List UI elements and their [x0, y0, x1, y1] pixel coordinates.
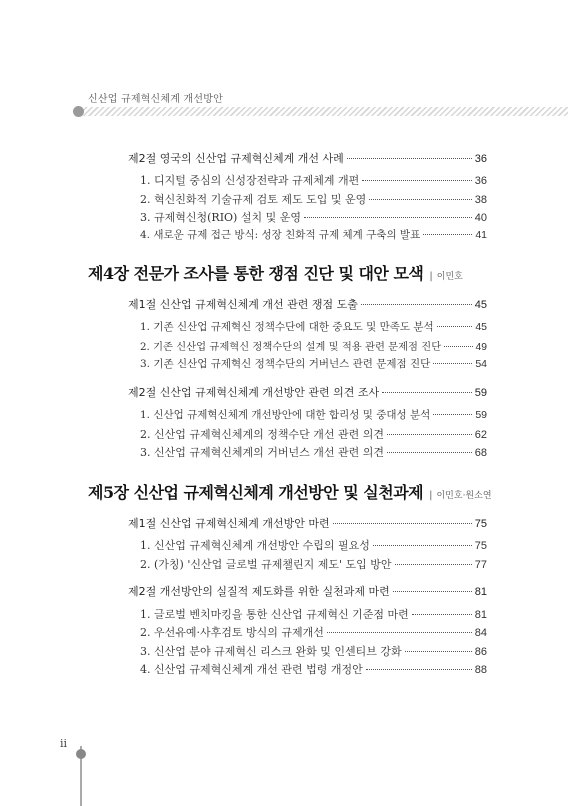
toc-item-title: 2. (가칭) '신산업 글로벌 규제챌린지 제도' 도입 방안: [140, 558, 392, 571]
toc-leader: [393, 591, 472, 592]
toc-item-title: 2. 신산업 규제혁신체계의 정책수단 개선 관련 의견: [140, 428, 384, 441]
toc-page-number: 36: [474, 175, 487, 187]
author-separator: |: [429, 271, 433, 282]
toc-page-number: 81: [474, 609, 487, 621]
toc-page-number: 45: [474, 299, 487, 311]
toc-item[interactable]: [140, 643, 487, 659]
toc-item[interactable]: [140, 556, 487, 572]
toc-leader: [362, 180, 472, 181]
toc-leader: [304, 217, 472, 218]
toc-item-title: 1. 기존 신산업 규제혁신 정책수단에 대한 중요도 및 만족도 분석: [140, 321, 434, 333]
toc-page-number: 75: [474, 540, 487, 552]
toc-leader: [395, 564, 472, 565]
toc-page-number: 84: [474, 627, 487, 639]
toc-page-number: 86: [474, 646, 487, 658]
toc-section-title: 제2절 신산업 규제혁신체계 개선방안 관련 의견 조사: [128, 386, 380, 399]
toc-item-title: 3. 규제혁신청(RIO) 설치 및 운영: [140, 211, 301, 224]
toc-leader: [382, 392, 472, 393]
toc-section-title: 제1절 신산업 규제혁신체계 개선방안 마련: [128, 517, 330, 530]
toc-item-title: 3. 기존 신산업 규제혁신 정책수단의 거버넌스 관련 문제점 진단: [140, 358, 431, 370]
toc-item[interactable]: [140, 356, 487, 371]
toc-item-title: 3. 신산업 규제혁신체계의 거버넌스 개선 관련 의견: [140, 446, 384, 459]
toc-page-number: 38: [474, 194, 487, 206]
toc-section[interactable]: [128, 150, 487, 166]
header-dot: [73, 106, 84, 117]
toc-leader: [387, 452, 472, 453]
toc-page-number: 40: [474, 212, 487, 224]
toc-item[interactable]: [140, 537, 487, 553]
toc-item[interactable]: [140, 426, 487, 442]
toc-leader: [347, 158, 472, 159]
toc-item[interactable]: [140, 209, 487, 225]
toc-page-number: 62: [474, 429, 487, 441]
toc-leader: [387, 434, 472, 435]
footer-dot: [76, 749, 86, 759]
toc-chapter-heading[interactable]: [88, 261, 463, 284]
toc-leader: [361, 304, 472, 305]
toc-leader: [405, 651, 472, 652]
toc-item-title: 1. 글로벌 벤치마킹을 통한 신산업 규제혁신 기준점 마련: [140, 608, 409, 621]
toc-item-title: 2. 기존 신산업 규제혁신 정책수단의 설계 및 적용 관련 문제점 진단: [140, 341, 442, 353]
toc-item[interactable]: [140, 444, 487, 460]
toc-section-title: 제2절 개선방안의 실질적 제도화를 위한 실천과제 마련: [128, 585, 390, 598]
toc-leader: [437, 326, 473, 327]
footer-page-number: ii: [60, 737, 68, 750]
toc-page-number: 68: [474, 447, 487, 459]
toc-section[interactable]: [128, 296, 487, 312]
toc-page-number: 59: [474, 387, 487, 399]
toc-item-title: 3. 신산업 분야 규제혁신 리스크 완화 및 인센티브 강화: [140, 645, 402, 658]
chapter-author: 이민호·원소연: [436, 491, 492, 501]
toc-item-title: 2. 혁신친화적 기술규제 검토 제도 도입 및 운영: [140, 193, 367, 206]
toc-page-number: 36: [474, 153, 487, 165]
toc-item[interactable]: [140, 191, 487, 207]
toc-item[interactable]: [140, 227, 487, 242]
toc-page-number: 75: [474, 518, 487, 530]
toc-leader: [333, 523, 472, 524]
toc-chapter-heading[interactable]: [88, 480, 492, 503]
toc-item[interactable]: [140, 661, 487, 677]
toc-leader: [327, 632, 472, 633]
toc-item[interactable]: [140, 338, 487, 353]
toc-section[interactable]: [128, 384, 487, 400]
toc-page-number: 77: [474, 559, 487, 571]
chapter-author: 이민호: [436, 272, 463, 282]
toc-leader: [433, 363, 472, 364]
toc-page-number: 41: [475, 229, 487, 241]
toc-page-number: 88: [474, 664, 487, 676]
toc-page-number: 45: [475, 321, 487, 333]
toc-item-title: 4. 새로운 규제 접근 방식: 성장 친화적 규제 체계 구축의 발표: [140, 229, 421, 241]
toc-leader: [444, 346, 472, 347]
toc-page-number: 81: [474, 586, 487, 598]
toc-leader: [423, 234, 472, 235]
toc-page-number: 54: [475, 358, 487, 370]
running-header-title: 신산업 규제혁신체계 개선방안: [88, 94, 223, 105]
toc-item-title: 1. 디지털 중심의 신성장전략과 규제체계 개편: [140, 174, 360, 187]
toc-leader: [412, 614, 472, 615]
toc-section[interactable]: [128, 515, 487, 531]
chapter-title: 제5장 신산업 규제혁신체계 개선방안 및 실천과제: [88, 483, 424, 502]
toc-section[interactable]: [128, 583, 487, 599]
toc-page-number: 59: [475, 409, 487, 421]
toc-leader: [369, 199, 472, 200]
toc-item-title: 1. 신산업 규제혁신체계 개선방안 수립의 필요성: [140, 539, 370, 552]
toc-item[interactable]: [140, 319, 487, 334]
toc-item[interactable]: [140, 624, 487, 640]
toc-item[interactable]: [140, 606, 487, 622]
toc-item[interactable]: [140, 172, 487, 188]
toc-page-number: 49: [475, 342, 487, 353]
author-separator: |: [429, 490, 433, 501]
toc-leader: [373, 545, 472, 546]
toc-leader: [433, 414, 472, 415]
toc-item[interactable]: [140, 407, 487, 422]
chapter-title: 제4장 전문가 조사를 통한 쟁점 진단 및 대안 모색: [88, 264, 424, 283]
toc-section-title: 제1절 신산업 규제혁신체계 개선 관련 쟁점 도출: [128, 298, 358, 311]
toc-item-title: 4. 신산업 규제혁신체계 개선 관련 법령 개정안: [140, 663, 363, 676]
toc-item-title: 2. 우선유예·사후검토 방식의 규제개선: [140, 626, 324, 639]
toc-leader: [366, 669, 472, 670]
header-hatched-bar: [80, 107, 568, 116]
toc-section-title: 제2절 영국의 신산업 규제혁신체계 개선 사례: [128, 152, 344, 165]
toc-item-title: 1. 신산업 규제혁신체계 개선방안에 대한 합리성 및 중대성 분석: [140, 409, 431, 421]
